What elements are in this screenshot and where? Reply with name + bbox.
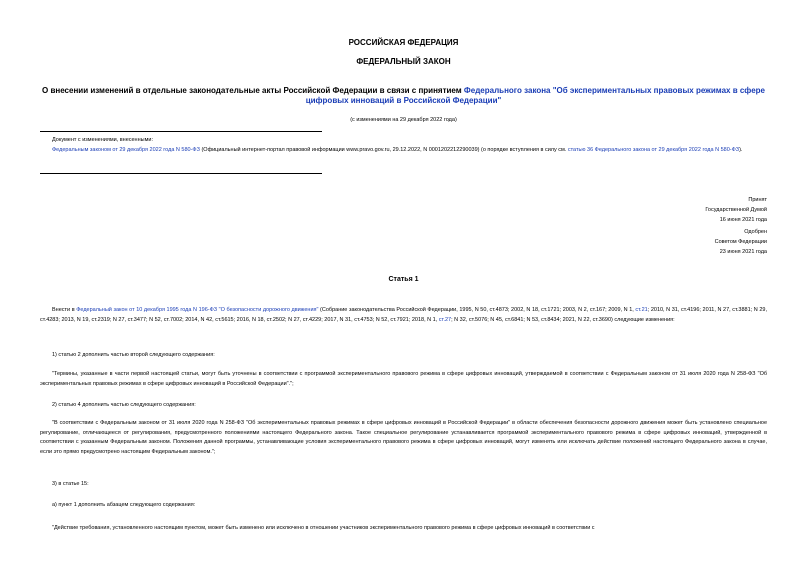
divider-bottom: [40, 173, 322, 174]
law-title-link[interactable]: Федерального закона "Об экспериментальных правовых режимах в сфере цифровых инноваций в Российской Федерации": [305, 86, 765, 105]
divider-top: [40, 131, 322, 132]
changes-source: (Официальный интернет-портал правовой информации www.pravo.gov.ru, 29.12.2022, N 0001202212290039) (о порядке вступления в силу см.: [199, 146, 568, 153]
changes-block: [40, 136, 767, 155]
law-title-text: О внесении изменений в отдельные законодательные акты Российской Федерации в связи с принятием: [42, 86, 464, 95]
paragraph-3: 2) статью 4 дополнить частью следующего содержания:: [52, 402, 196, 408]
revision-note: (с изменениями на 29 декабря 2022 года): [350, 117, 457, 123]
st21-link[interactable]: ст.21: [635, 307, 648, 313]
acceptance-block: [567, 196, 767, 258]
intro-text-2: (Собрание законодательства Российской Федерации, 1995, N 50, ст.4873; 2002, N 18, ст.1721; 2003, N 2, ст.167; 2009, N 1,: [318, 307, 636, 313]
intro-text-1: Внести в: [52, 307, 77, 313]
paragraph-6: а) пункт 1 дополнить абзацем следующего содержания:: [52, 502, 196, 508]
article-heading: Статья 1: [388, 276, 419, 283]
approved-date: 23 июня 2021 года: [719, 248, 767, 255]
st27-link[interactable]: ст.27: [438, 316, 452, 323]
changes-label: Документ с изменениями, внесенными:: [52, 137, 153, 143]
accepted-date: 16 июня 2021 года: [719, 216, 767, 223]
intro-paragraph: [40, 306, 767, 325]
intro-text-3: ; 2010, N 31, ст.4196; 2011, N 27, ст.3881; N 29, ст.4283; 2013, N 19, ст.2319; N 27, ст.3477; N 52, ст.7002; 2014, N 42, ст.5615; 2016, N 18, ст.2502; N 27, ст.4229; 2017, N 31, ст.4753; N 52, ст.7921; 2018, N 1,: [40, 307, 767, 323]
paragraph-5: 3) в статье 15:: [52, 481, 89, 487]
paragraph-4: "В соответствии с Федеральным законом от 31 июля 2020 года N 258-ФЗ "Об экспериментальных правовых режимах в сфере цифровых инноваций в Российской Федерации" в области обеспечения безопасности дорожного движения может быть установлено специальное регулирование, отличающееся от регулирования, предусмотренного положениями настоящего Федерального закона. Такое специальное регулирование устанавливается программой экспериментального правового режима в сфере цифровых инноваций, утвержденной в соответствии с указанным Федеральным законом. Положения данной программы, устанавливающие условия экспериментального правового режима в сфере цифровых инноваций, могут изменять или исключать действие положений настоящего Федерального закона в случае, если это прямо предусмотрено настоящим Федеральным законом.";: [40, 420, 767, 455]
law-type-heading: ФЕДЕРАЛЬНЫЙ ЗАКОН: [356, 57, 451, 66]
approved-body: Советом Федерации: [714, 239, 767, 246]
traffic-safety-law-link[interactable]: Федеральный закон от 10 декабря 1995 года N 196-ФЗ "О безопасности дорожного движения": [76, 307, 319, 313]
accepted-label: Принят: [748, 197, 767, 203]
paragraph-2: "Термины, указанные в части первой настоящей статьи, могут быть уточнены в соответствии с программой экспериментального правового режима в сфере цифровых инноваций, утверждаемой в соответствии с Федеральным законом от 31 июля 2020 года N 258-ФЗ "Об экспериментальных правовых режимах в сфере цифровых инноваций в Российской Федерации".";: [40, 371, 767, 387]
law-title: [40, 86, 767, 106]
accepted-body: Государственной Думой: [705, 206, 767, 213]
article-36-link[interactable]: статью 36 Федерального закона от 29 декабря 2022 года N 580-ФЗ: [567, 146, 740, 153]
amending-law-link[interactable]: Федеральным законом от 29 декабря 2022 года N 580-ФЗ: [52, 146, 200, 153]
changes-end: ).: [739, 146, 743, 153]
intro-text-4: ; N 32, ст.5076; N 45, ст.6841; N 53, ст.8434; 2021, N 22, ст.3690) следующие изменения:: [451, 316, 675, 323]
country-heading: РОССИЙСКАЯ ФЕДЕРАЦИЯ: [348, 38, 459, 47]
paragraph-7: "Действие требования, установленного настоящим пунктом, может быть изменено или исключено в отношении участников экспериментального правового режима в сфере цифровых инноваций в соответствии с: [52, 525, 595, 531]
approved-label: Одобрен: [744, 229, 767, 236]
changes-text: [40, 146, 767, 156]
paragraph-1: 1) статью 2 дополнить частью второй следующего содержания:: [52, 352, 215, 358]
